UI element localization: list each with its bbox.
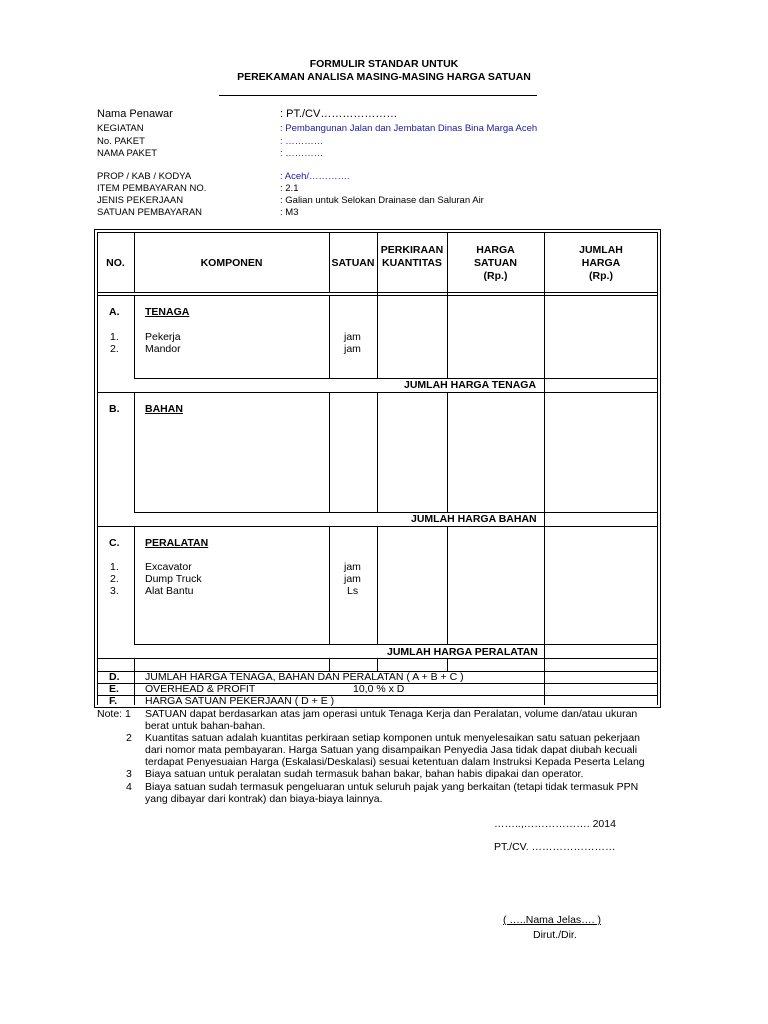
col-divider-komponen-c — [329, 526, 330, 644]
summary-d-code: D. — [109, 671, 120, 683]
summary-f-code: F. — [109, 695, 118, 707]
form-title-line1: FORMULIR STANDAR UNTUK — [309, 58, 459, 70]
header-harga: HARGA — [476, 244, 515, 256]
rule-total-b-bottom — [97, 526, 658, 527]
header-perkiraan: PERKIRAAN — [380, 244, 444, 256]
rule-total-c-top — [134, 644, 658, 645]
summary-d-text: JUMLAH HARGA TENAGA, BAHAN DAN PERALATAN ( A + B + C ) — [145, 671, 464, 683]
no-paket-label: No. PAKET — [97, 136, 145, 147]
peralatan-2-no: 2. — [110, 573, 119, 585]
col-divider-satuan-c — [377, 526, 378, 644]
peralatan-3-unit: Ls — [347, 585, 359, 597]
col-divider-satuan-b — [377, 392, 378, 512]
header-jumlah-harga: HARGA — [581, 257, 621, 269]
summary-e-text: OVERHEAD & PROFIT — [145, 683, 256, 695]
note-2-line2: dari nomor mata pembayaran. Harga Satuan yang disampaikan Penyedia Jasa tidak dapat diubah kecuali — [145, 744, 638, 756]
peralatan-2-unit: jam — [344, 573, 361, 585]
nama-penawar-value: : PT./CV………………… — [280, 108, 398, 120]
satuan-value: : M3 — [280, 207, 299, 218]
jenis-value: : Galian untuk Selokan Drainase dan Saluran Air — [280, 195, 484, 206]
note-4-line1: Biaya satuan sudah termasuk pengeluaran untuk seluruh pajak yang berkaitan (tetapi tidak termasuk PPN — [145, 781, 639, 793]
form-title-line2: PEREKAMAN ANALISA MASING-MASING HARGA SATUAN — [237, 71, 531, 83]
peralatan-3-name: Alat Bantu — [145, 585, 194, 597]
signature-date: ……..,………………. 2014 — [494, 818, 616, 830]
note-2-line1: Kuantitas satuan adalah kuantitas perkiraan setiap komponen untuk menyelesaikan satu satuan pekerjaan — [145, 732, 640, 744]
kegiatan-value: : Pembangunan Jalan dan Jembatan Dinas Bina Marga Aceh — [280, 123, 538, 134]
section-b-code: B. — [109, 403, 120, 415]
nama-penawar-label: Nama Penawar — [97, 108, 173, 120]
col-divider-kuantitas-c — [447, 526, 448, 644]
col-divider-no-b — [134, 392, 135, 512]
section-b-title: BAHAN — [145, 403, 183, 415]
header-kuantitas: KUANTITAS — [382, 257, 442, 269]
col-divider-harga — [544, 232, 545, 705]
summary-f-text: HARGA SATUAN PEKERJAAN ( D + E ) — [145, 695, 335, 707]
col-divider-kuantitas-b — [447, 392, 448, 512]
total-bahan-label: JUMLAH HARGA BAHAN — [411, 513, 537, 525]
summary-e-code: E. — [109, 683, 119, 695]
item-value: : 2.1 — [280, 183, 299, 194]
header-no: NO. — [106, 257, 125, 269]
jenis-label: JENIS PEKERJAAN — [97, 195, 184, 206]
rule-total-b-top — [134, 512, 658, 513]
table-border-inner-right — [657, 232, 658, 705]
col-divider-komponen-a — [329, 295, 330, 378]
tenaga-2-unit: jam — [344, 343, 361, 355]
summary-e-rate: 10,0 % x D — [353, 683, 405, 695]
prop-label: PROP / KAB / KODYA — [97, 171, 192, 182]
tenaga-2-name: Mandor — [145, 343, 181, 355]
table-border-inner-left — [97, 232, 98, 705]
col-divider-komponen-b — [329, 392, 330, 512]
notes-prefix: Note: 1 — [97, 708, 131, 720]
peralatan-1-unit: jam — [344, 561, 361, 573]
peralatan-3-no: 3. — [110, 585, 119, 597]
nama-paket-value: : ………… — [280, 148, 324, 159]
note-3-line1: Biaya satuan untuk peralatan sudah termasuk bahan bakar, bahan habis dipakai dan operator. — [145, 768, 584, 780]
section-c-title: PERALATAN — [145, 537, 209, 549]
header-harga-rp: (Rp.) — [483, 270, 508, 282]
total-tenaga-label: JUMLAH HARGA TENAGA — [404, 379, 537, 391]
header-satuan: SATUAN — [331, 257, 375, 269]
prop-value: : Aceh/…………. — [280, 171, 350, 182]
col-divider-kuantitas-d — [447, 658, 448, 671]
header-jumlah-rp: (Rp.) — [589, 270, 613, 282]
rule-total-a-top — [134, 378, 658, 379]
note-4-num: 4 — [126, 781, 132, 793]
col-divider-no-a — [134, 295, 135, 378]
header-jumlah: JUMLAH — [579, 244, 623, 256]
col-divider-satuan-d — [377, 658, 378, 671]
signature-company: PT./CV. …………………… — [494, 841, 616, 853]
signature-title: Dirut./Dir. — [533, 929, 577, 941]
section-a-title: TENAGA — [145, 306, 190, 318]
tenaga-1-unit: jam — [344, 331, 361, 343]
section-a-code: A. — [109, 306, 120, 318]
header-harga-satuan: SATUAN — [474, 257, 517, 269]
section-c-code: C. — [109, 537, 120, 549]
tenaga-1-name: Pekerja — [145, 331, 181, 343]
header-komponen: KOMPONEN — [200, 257, 263, 269]
title-divider — [219, 95, 537, 96]
signature-name: ( …..Nama Jelas…. ) — [503, 914, 602, 926]
total-peralatan-label: JUMLAH HARGA PERALATAN — [387, 646, 538, 658]
item-label: ITEM PEMBAYARAN NO. — [97, 183, 207, 194]
col-divider-no-c — [134, 526, 135, 644]
nama-paket-label: NAMA PAKET — [97, 148, 158, 159]
note-3-num: 3 — [126, 768, 132, 780]
col-divider-no-summary — [134, 658, 135, 705]
satuan-label: SATUAN PEMBAYARAN — [97, 207, 203, 218]
peralatan-1-name: Excavator — [145, 561, 192, 573]
no-paket-value: : ………… — [280, 136, 324, 147]
col-divider-komponen-d — [329, 658, 330, 671]
note-4-line2: yang dibayar dari kontrak) dan biaya-biaya lainnya. — [145, 793, 383, 805]
rule-total-a-bottom — [97, 392, 658, 393]
note-1-line2: berat untuk bahan-bahan. — [145, 720, 266, 732]
kegiatan-label: KEGIATAN — [97, 123, 144, 134]
note-2-num: 2 — [126, 732, 132, 744]
tenaga-1-no: 1. — [110, 331, 119, 343]
peralatan-1-no: 1. — [110, 561, 119, 573]
rule-total-c-bottom — [97, 658, 658, 659]
peralatan-2-name: Dump Truck — [145, 573, 202, 585]
note-2-line3: terdapat Penyesuaian Harga (Eskalasi/Deskalasi) sesuai ketentuan dalam Instruksi Kepada Peserta Lelang — [145, 756, 645, 768]
note-1-line1: SATUAN dapat berdasarkan atas jam operasi untuk Tenaga Kerja dan Peralatan, volume dan/atau ukuran — [145, 708, 638, 720]
tenaga-2-no: 2. — [110, 343, 119, 355]
